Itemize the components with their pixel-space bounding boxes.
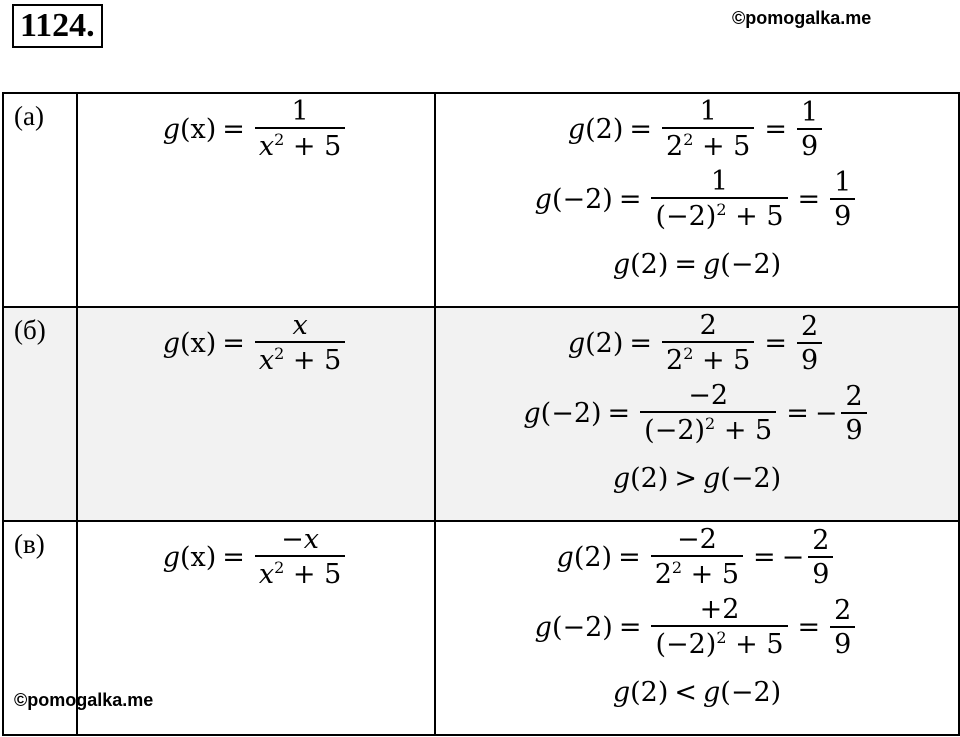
comparison: g (2) < g (−2): [612, 676, 782, 708]
function-definition: g (x) = $\frac{1}{x^2 + 5}$: [78, 98, 434, 160]
row-label-cell: [3, 93, 77, 307]
function-definition: g (x) = $\frac{x}{x^2 + 5}$: [78, 312, 434, 374]
results-cell: [435, 307, 959, 521]
table-row: [3, 93, 959, 307]
comparison: g (2) = g (−2): [612, 248, 782, 280]
function-definition: g (x) = $\frac{-x}{x^2 + 5}$: [78, 526, 434, 588]
comparison: g (2) > g (−2): [612, 462, 782, 494]
row-label-cell: [3, 307, 77, 521]
problem-number: 1124.: [12, 4, 103, 48]
solution-table: [2, 92, 960, 736]
watermark-bottom: ©pomogalka.me: [14, 690, 154, 710]
value-at-2: g (2) = $\frac{-2}{2^2 + 5}$ = − $\frac{2}{9}$: [436, 522, 958, 592]
row-label: (а): [14, 101, 44, 131]
results-cell: [435, 93, 959, 307]
value-at-minus-2: g (−2) = $\frac{1}{(-2)^2 + 5}$ = $\frac{1}{9}$: [436, 164, 958, 234]
table-row: [3, 307, 959, 521]
watermark-top: ©pomogalka.me: [732, 8, 872, 28]
row-label: (б): [14, 315, 46, 345]
value-at-minus-2: g (−2) = $\frac{-2}{(-2)^2 + 5}$ = − $\frac{2}{9}$: [436, 378, 958, 448]
value-at-minus-2: g (−2) = $\frac{+2}{(-2)^2 + 5}$ = $\frac{2}{9}$: [436, 592, 958, 662]
value-at-2: g (2) = $\frac{1}{2^2 + 5}$ = $\frac{1}{9}$: [436, 94, 958, 164]
results-cell: [435, 521, 959, 735]
value-at-2: g (2) = $\frac{2}{2^2 + 5}$ = $\frac{2}{9}$: [436, 308, 958, 378]
row-label: (в): [14, 529, 45, 559]
function-cell: [77, 307, 435, 521]
function-cell: [77, 93, 435, 307]
